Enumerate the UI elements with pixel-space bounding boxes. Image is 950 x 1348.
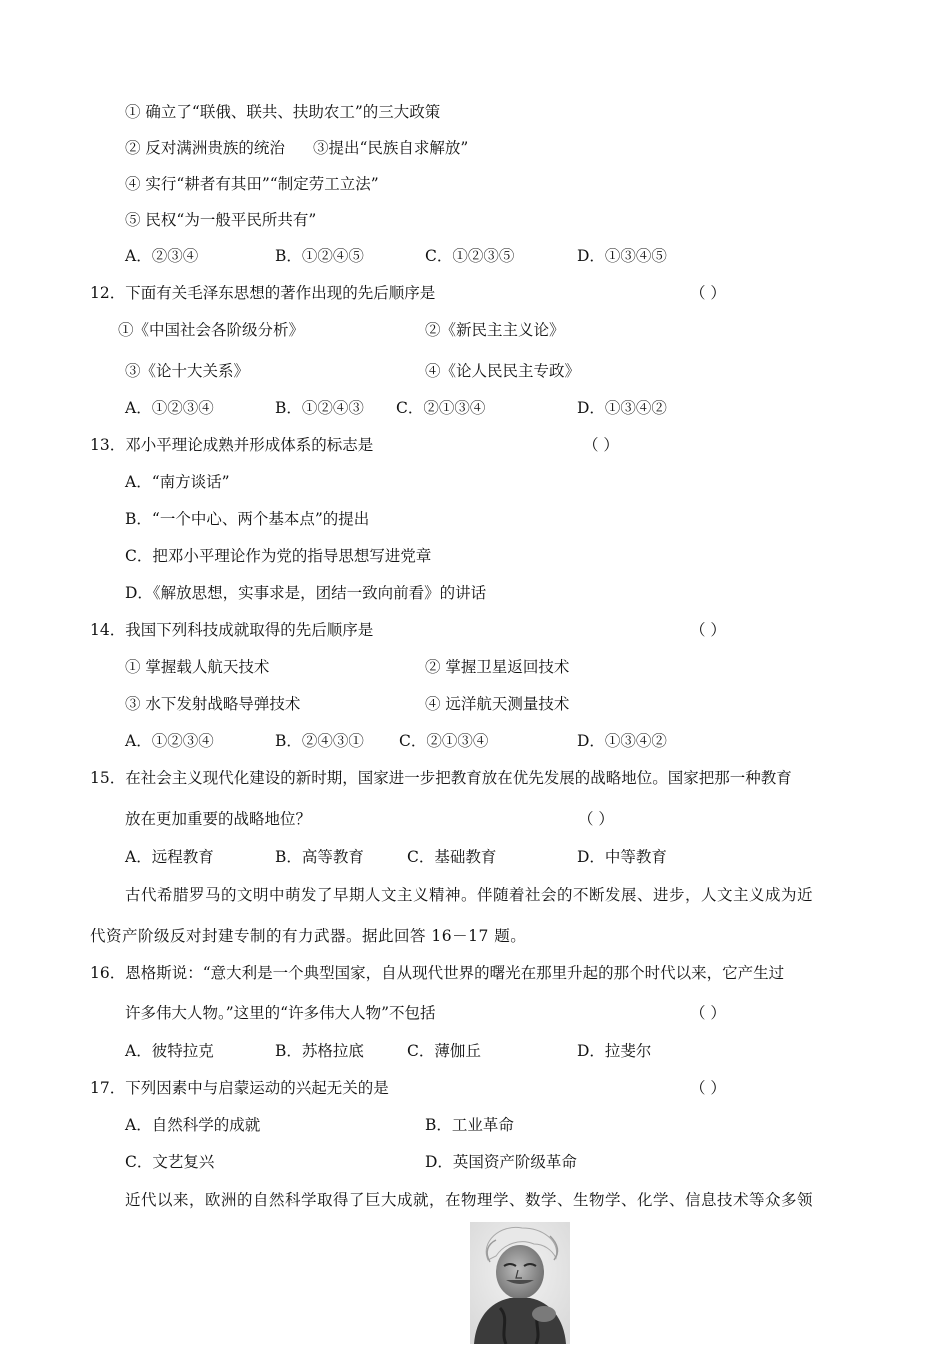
q16-choice-d: D．拉斐尔 <box>577 1042 652 1060</box>
q16-choice-c: C．薄伽丘 <box>407 1042 481 1060</box>
q14-item-2: ② 掌握卫星返回技术 <box>425 658 570 676</box>
q14-item-1: ① 掌握载人航天技术 <box>125 658 270 676</box>
prev-option-5: ⑤ 民权“为一般平民所共有” <box>125 211 317 229</box>
prev-choice-b: B．①②④⑤ <box>275 247 364 265</box>
prev-choice-c: C．①②③⑤ <box>425 247 515 265</box>
q16-stem-line-1: 16．恩格斯说：“意大利是一个典型国家，自从现代世界的曙光在那里升起的那个时代以来，它产生过 <box>90 964 785 982</box>
q12-item-4: ④《论人民民主专政》 <box>425 362 581 380</box>
q15-choice-d: D．中等教育 <box>577 848 667 866</box>
q13-stem: 13．邓小平理论成熟并形成体系的标志是 <box>90 436 374 454</box>
q12-choice-b: B．①②④③ <box>275 399 364 417</box>
q12-item-1: ①《中国社会各阶级分析》 <box>118 321 305 339</box>
q13-choice-a: A．“南方谈话” <box>125 473 230 491</box>
q13-choice-b: B．“一个中心、两个基本点”的提出 <box>125 510 370 528</box>
q17-answer-blank[interactable]: （ ） <box>690 1079 726 1097</box>
q14-choice-c: C．②①③④ <box>399 732 489 750</box>
q15-choice-c: C．基础教育 <box>407 848 497 866</box>
q13-choice-d: D．《解放思想，实事求是，团结一致向前看》的讲话 <box>125 584 487 602</box>
q16-choice-a: A．彼特拉克 <box>125 1042 214 1060</box>
q12-choice-d: D．①③④② <box>577 399 667 417</box>
prev-option-2: ② 反对满洲贵族的统治 <box>125 139 285 157</box>
q14-choice-a: A．①②③④ <box>125 732 214 750</box>
q17-choice-b: B．工业革命 <box>425 1116 514 1134</box>
passage-1-line-2: 代资产阶级反对封建专制的有力武器。据此回答 16－17 题。 <box>90 927 527 945</box>
prev-option-4: ④ 实行“耕者有其田”“制定劳工立法” <box>125 175 379 193</box>
q13-answer-blank[interactable]: （ ） <box>583 436 619 454</box>
q15-answer-blank[interactable]: （ ） <box>578 810 614 828</box>
prev-option-3: ③提出“民族自求解放” <box>313 139 469 157</box>
q12-item-2: ②《新民主主义论》 <box>425 321 565 339</box>
q12-choice-a: A．①②③④ <box>125 399 214 417</box>
q14-choice-d: D．①③④② <box>577 732 667 750</box>
q14-answer-blank[interactable]: （ ） <box>690 621 726 639</box>
q14-choice-b: B．②④③① <box>275 732 364 750</box>
q17-choice-a: A．自然科学的成就 <box>125 1116 261 1134</box>
q16-answer-blank[interactable]: （ ） <box>690 1004 726 1022</box>
prev-choice-a: A．②③④ <box>125 247 199 265</box>
q14-item-3: ③ 水下发射战略导弹技术 <box>125 695 301 713</box>
q17-stem: 17．下列因素中与启蒙运动的兴起无关的是 <box>90 1079 389 1097</box>
q12-item-3: ③《论十大关系》 <box>125 362 250 380</box>
q16-choice-b: B．苏格拉底 <box>275 1042 364 1060</box>
q17-choice-d: D．英国资产阶级革命 <box>425 1153 577 1171</box>
q15-stem-line-2: 放在更加重要的战略地位？ <box>125 810 312 828</box>
q12-answer-blank[interactable]: （ ） <box>690 284 726 302</box>
passage-1-line-1: 古代希腊罗马的文明中萌发了早期人文主义精神。伴随着社会的不断发展、进步，人文主义成为近 <box>125 886 814 904</box>
q17-choice-c: C．文艺复兴 <box>125 1153 215 1171</box>
q14-stem: 14．我国下列科技成就取得的先后顺序是 <box>90 621 374 639</box>
q14-item-4: ④ 远洋航天测量技术 <box>425 695 570 713</box>
q15-choice-b: B．高等教育 <box>275 848 364 866</box>
passage-2-line-1: 近代以来，欧洲的自然科学取得了巨大成就，在物理学、数学、生物学、化学、信息技术等众多领 <box>125 1191 814 1209</box>
q12-stem: 12．下面有关毛泽东思想的著作出现的先后顺序是 <box>90 284 436 302</box>
q12-choice-c: C．②①③④ <box>396 399 486 417</box>
q15-stem-line-1: 15．在社会主义现代化建设的新时期，国家进一步把教育放在优先发展的战略地位。国家把那一种教育 <box>90 769 792 787</box>
q15-choice-a: A．远程教育 <box>125 848 214 866</box>
prev-choice-d: D．①③④⑤ <box>577 247 667 265</box>
q13-choice-c: C．把邓小平理论作为党的指导思想写进党章 <box>125 547 432 565</box>
prev-option-1: ① 确立了“联俄、联共、扶助农工”的三大政策 <box>125 103 441 121</box>
q16-stem-line-2: 许多伟大人物。”这里的“许多伟大人物”不包括 <box>125 1004 436 1022</box>
portrait-photo-icon <box>470 1222 570 1344</box>
